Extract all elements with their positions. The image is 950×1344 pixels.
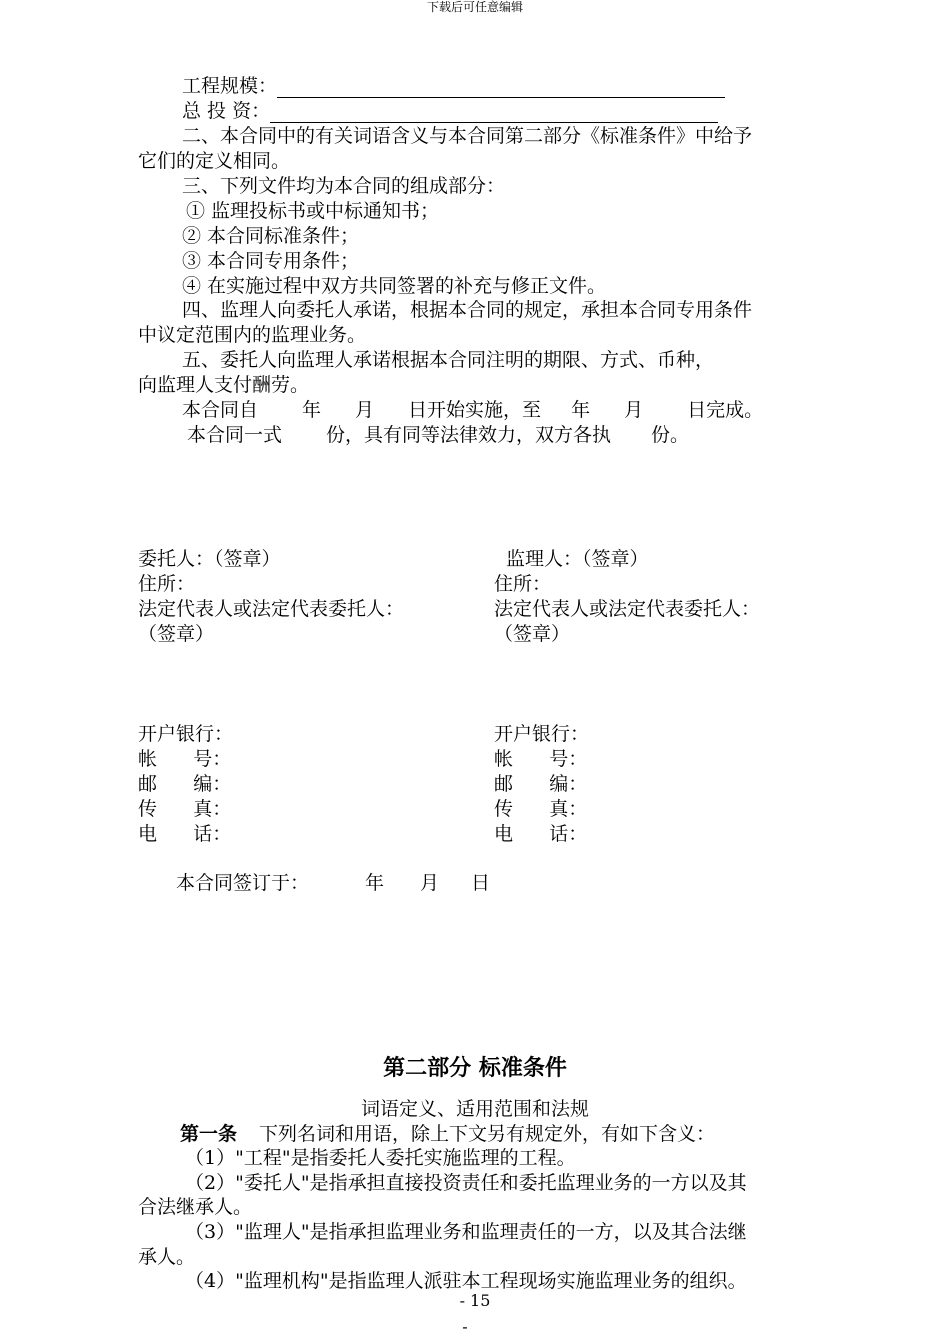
definition-2-line-1: （2）"委托人"是指承担直接投资责任和委托监理业务的一方以及其 xyxy=(185,1172,747,1194)
signing-date-label: 本合同签订于： xyxy=(176,872,310,894)
clause-5-line-2: 向监理人支付酬劳。 xyxy=(138,374,310,396)
signing-year: 年 xyxy=(365,872,385,894)
clause-5-line-1: 五、委托人向监理人承诺根据本合同注明的期限、方式、币种， xyxy=(182,349,715,371)
part2-title: 第二部分 标准条件 xyxy=(383,1055,567,1081)
client-signature: 委托人：（签章） xyxy=(138,548,281,570)
doc-item-4: ④ 在实施过程中双方共同签署的补充与修正文件。 xyxy=(182,275,607,297)
definition-3-line-1: （3）"监理人"是指承担监理业务和监理责任的一方，以及其合法继 xyxy=(185,1221,747,1243)
supervisor-postcode: 邮 编： xyxy=(494,773,588,795)
page-number-tail: - xyxy=(462,1317,468,1336)
definition-2-line-2: 合法继承人。 xyxy=(138,1196,253,1218)
clause-2-line-2: 它们的定义相同。 xyxy=(138,150,291,172)
signing-month: 月 xyxy=(420,872,440,894)
definition-1: （1）"工程"是指委托人委托实施监理的工程。 xyxy=(185,1147,576,1169)
supervisor-representative: 法定代表人或法定代表委托人： xyxy=(494,598,761,620)
client-address: 住所： xyxy=(138,573,196,595)
supervisor-phone: 电 话： xyxy=(494,823,588,845)
clause-4-line-2: 中议定范围内的监理业务。 xyxy=(138,324,367,346)
article-1-label: 第一条 xyxy=(180,1123,238,1145)
period-year-1: 年 xyxy=(302,399,322,421)
project-scale-label: 工程规模： xyxy=(182,75,278,97)
total-investment-blank xyxy=(270,102,718,123)
article-1 xyxy=(180,1122,715,1146)
clause-3: 三、下列文件均为本合同的组成部分： xyxy=(182,175,506,197)
signing-date xyxy=(176,871,490,895)
supervisor-rep-seal: （签章） xyxy=(494,623,571,645)
definition-4: （4）"监理机构"是指监理人派驻本工程现场实施监理业务的组织。 xyxy=(185,1270,747,1292)
client-fax: 传 真： xyxy=(138,798,232,820)
period-month-1: 月 xyxy=(355,399,375,421)
client-rep-seal: （签章） xyxy=(138,623,215,645)
client-bank: 开户银行： xyxy=(138,723,234,745)
client-representative: 法定代表人或法定代表委托人： xyxy=(138,598,405,620)
contract-period xyxy=(182,398,763,422)
clause-2-line-1: 二、本合同中的有关词语含义与本合同第二部分《标准条件》中给予 xyxy=(182,125,753,147)
supervisor-bank: 开户银行： xyxy=(494,723,590,745)
page-number: - 15 xyxy=(459,1291,491,1310)
signing-day: 日 xyxy=(471,872,491,894)
total-investment-label: 总 投 资： xyxy=(182,100,271,122)
page-header: 下载后可任意编辑 xyxy=(426,0,523,14)
clause-4-line-1: 四、监理人向委托人承诺，根据本合同的规定，承担本合同专用条件 xyxy=(182,299,753,321)
supervisor-fax: 传 真： xyxy=(494,798,588,820)
contract-copies xyxy=(187,423,689,447)
period-year-2: 年 xyxy=(571,399,591,421)
project-scale-line xyxy=(182,74,725,98)
client-account: 帐 号： xyxy=(138,748,232,770)
doc-item-1: ① 监理投标书或中标通知书； xyxy=(186,200,440,222)
supervisor-signature: 监理人：（签章） xyxy=(506,548,649,570)
part2-subtitle: 词语定义、适用范围和法规 xyxy=(360,1098,589,1120)
supervisor-address: 住所： xyxy=(494,573,552,595)
total-investment-line xyxy=(182,99,718,123)
definition-3-line-2: 承人。 xyxy=(138,1246,196,1268)
doc-item-2: ② 本合同标准条件； xyxy=(182,225,360,247)
doc-item-3: ③ 本合同专用条件； xyxy=(182,250,360,272)
period-month-2: 月 xyxy=(624,399,644,421)
article-1-text: 下列名词和用语，除上下文另有规定外，有如下含义： xyxy=(259,1123,716,1145)
copies-text-3: 份。 xyxy=(651,424,690,446)
period-day-1: 日开始实施，至 xyxy=(408,399,542,421)
period-day-2: 日完成。 xyxy=(687,399,764,421)
supervisor-account: 帐 号： xyxy=(494,748,588,770)
copies-text-2: 份，具有同等法律效力，双方各执 xyxy=(326,424,612,446)
client-postcode: 邮 编： xyxy=(138,773,232,795)
copies-text-1: 本合同一式 xyxy=(187,424,283,446)
client-phone: 电 话： xyxy=(138,823,232,845)
project-scale-blank xyxy=(277,77,725,98)
period-text-start: 本合同自 xyxy=(182,399,259,421)
